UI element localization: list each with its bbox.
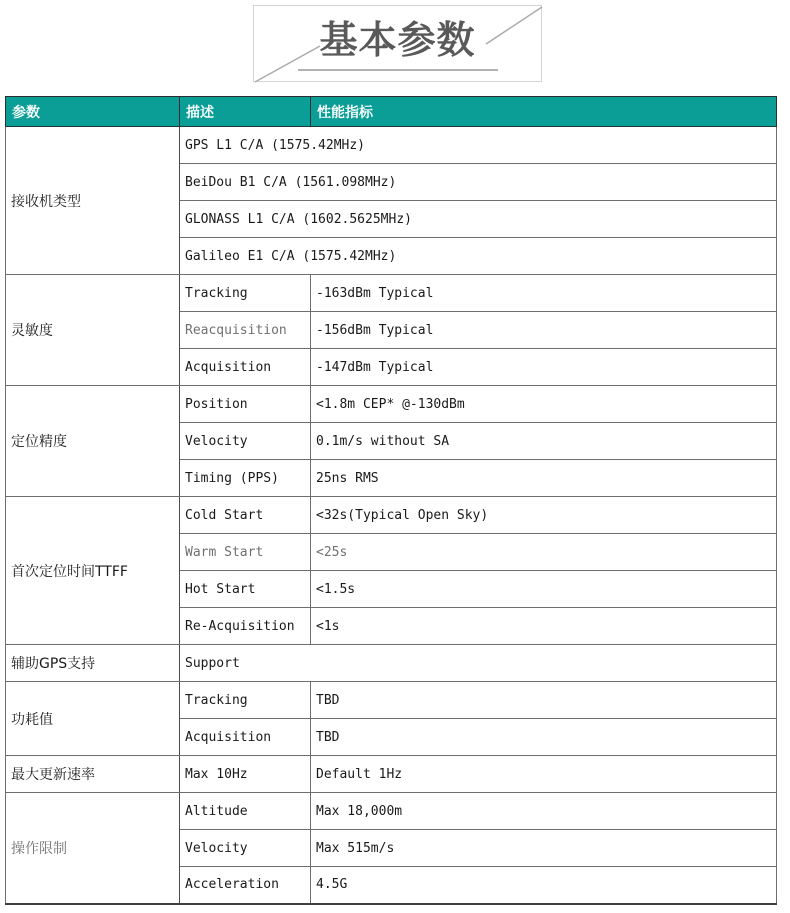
desc-cell: Acquisition: [180, 719, 311, 756]
value-cell: <1s: [311, 608, 777, 645]
value-cell: -163dBm Typical: [311, 275, 777, 312]
value-cell: Default 1Hz: [311, 756, 777, 793]
desc-cell: BeiDou B1 C/A (1561.098MHz): [180, 164, 777, 201]
desc-cell: Max 10Hz: [180, 756, 311, 793]
param-cell: 功耗值: [6, 682, 180, 756]
desc-cell: Tracking: [180, 682, 311, 719]
value-cell: -156dBm Typical: [311, 312, 777, 349]
desc-cell: Altitude: [180, 793, 311, 830]
param-cell: 定位精度: [6, 386, 180, 497]
desc-cell: Velocity: [180, 830, 311, 867]
table-row: [6, 756, 777, 793]
value-cell: 0.1m/s without SA: [311, 423, 777, 460]
table-header: [6, 97, 777, 127]
desc-cell: GLONASS L1 C/A (1602.5625MHz): [180, 201, 777, 238]
param-cell: 最大更新速率: [6, 756, 180, 793]
param-cell: 灵敏度: [6, 275, 180, 386]
table-row: [6, 275, 777, 312]
desc-cell: Velocity: [180, 423, 311, 460]
value-cell: -147dBm Typical: [311, 349, 777, 386]
desc-cell: Hot Start: [180, 571, 311, 608]
table-header-row: [6, 97, 777, 127]
parameters-table: [5, 96, 777, 905]
value-cell: TBD: [311, 719, 777, 756]
title-underline: [298, 69, 498, 71]
desc-cell: Galileo E1 C/A (1575.42MHz): [180, 238, 777, 275]
desc-cell: Acceleration: [180, 867, 311, 904]
value-cell: <25s: [311, 534, 777, 571]
value-cell: <1.8m CEP* @-130dBm: [311, 386, 777, 423]
desc-cell: Cold Start: [180, 497, 311, 534]
header-cell-param: 参数: [6, 97, 180, 127]
value-cell: <32s(Typical Open Sky): [311, 497, 777, 534]
table-row: [6, 793, 777, 830]
table-body: [6, 127, 777, 904]
value-cell: TBD: [311, 682, 777, 719]
desc-cell: Tracking: [180, 275, 311, 312]
table-row: [6, 682, 777, 719]
desc-cell: Reacquisition: [180, 312, 311, 349]
value-cell: Max 18,000m: [311, 793, 777, 830]
desc-cell: Support: [180, 645, 777, 682]
desc-cell: GPS L1 C/A (1575.42MHz): [180, 127, 777, 164]
value-cell: Max 515m/s: [311, 830, 777, 867]
desc-cell: Warm Start: [180, 534, 311, 571]
value-cell: 4.5G: [311, 867, 777, 904]
param-cell: 接收机类型: [6, 127, 180, 275]
page-title-box: [253, 5, 542, 82]
desc-cell: Position: [180, 386, 311, 423]
table-row: [6, 386, 777, 423]
table-row: [6, 645, 777, 682]
header-cell-desc: 描述: [180, 97, 311, 127]
table-row: [6, 127, 777, 164]
desc-cell: Timing (PPS): [180, 460, 311, 497]
header-cell-spec: 性能指标: [311, 97, 777, 127]
param-cell: 操作限制: [6, 793, 180, 904]
param-cell: 辅助GPS支持: [6, 645, 180, 682]
desc-cell: Re-Acquisition: [180, 608, 311, 645]
page-title: 基本参数: [319, 18, 476, 62]
value-cell: 25ns RMS: [311, 460, 777, 497]
desc-cell: Acquisition: [180, 349, 311, 386]
table-row: [6, 497, 777, 534]
param-cell: 首次定位时间TTFF: [6, 497, 180, 645]
value-cell: <1.5s: [311, 571, 777, 608]
